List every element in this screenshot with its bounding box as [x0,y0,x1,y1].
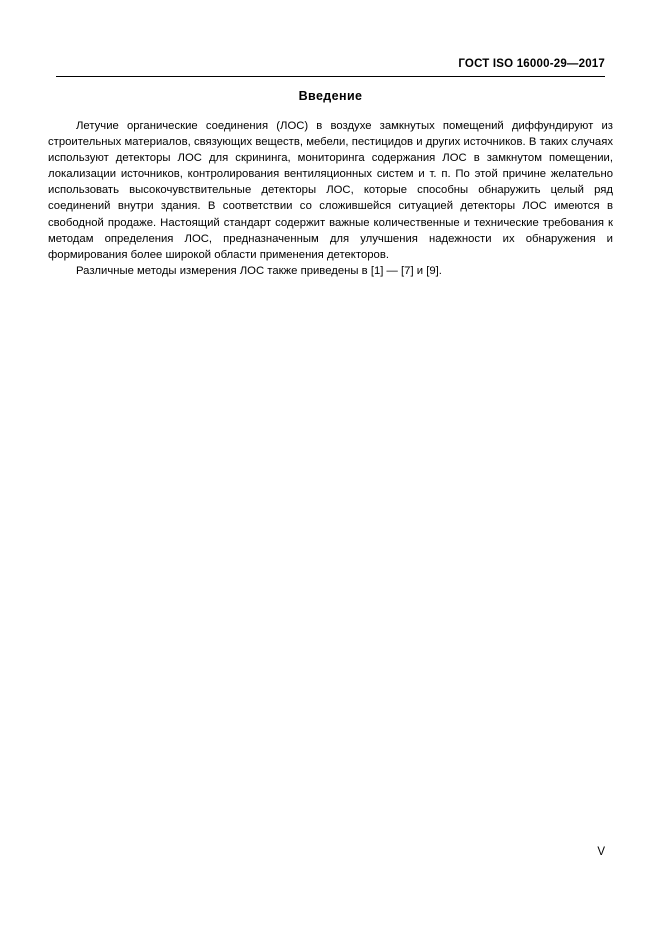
page-header-standard-number: ГОСТ ISO 16000-29—2017 [458,58,605,70]
paragraph-2: Различные методы измерения ЛОС также приведены в [1] — [7] и [9]. [76,264,442,277]
page-title: Введение [298,89,363,103]
introduction-body [48,118,613,279]
paragraph-1: Летучие органические соединения (ЛОС) в воздухе замкнутых помещений диффундируют из строительных материалов, связующих веществ, мебели, пестицидов и других источников. В таких случаях используют детекторы ЛОС для скрининга, мониторинга содержания ЛОС в замкнутом помещении, локализации источников, контролирования вентиляционных систем и т. п. По этой причине желательно использовать высокочувствительные детекторы ЛОС, которые способны обнаружить целый ряд соединений внутри здания. В соответствии со сложившейся ситуацией детекторы ЛОС имеются в свободной продаже. Настоящий стандарт содержит важные количественные и технические требования к методам определения ЛОС, предназначенным для улучшения надежности их обнаружения и формирования более широкой области применения детекторов. [48,120,613,261]
page-number: V [597,846,605,858]
header-divider-line [56,76,605,77]
